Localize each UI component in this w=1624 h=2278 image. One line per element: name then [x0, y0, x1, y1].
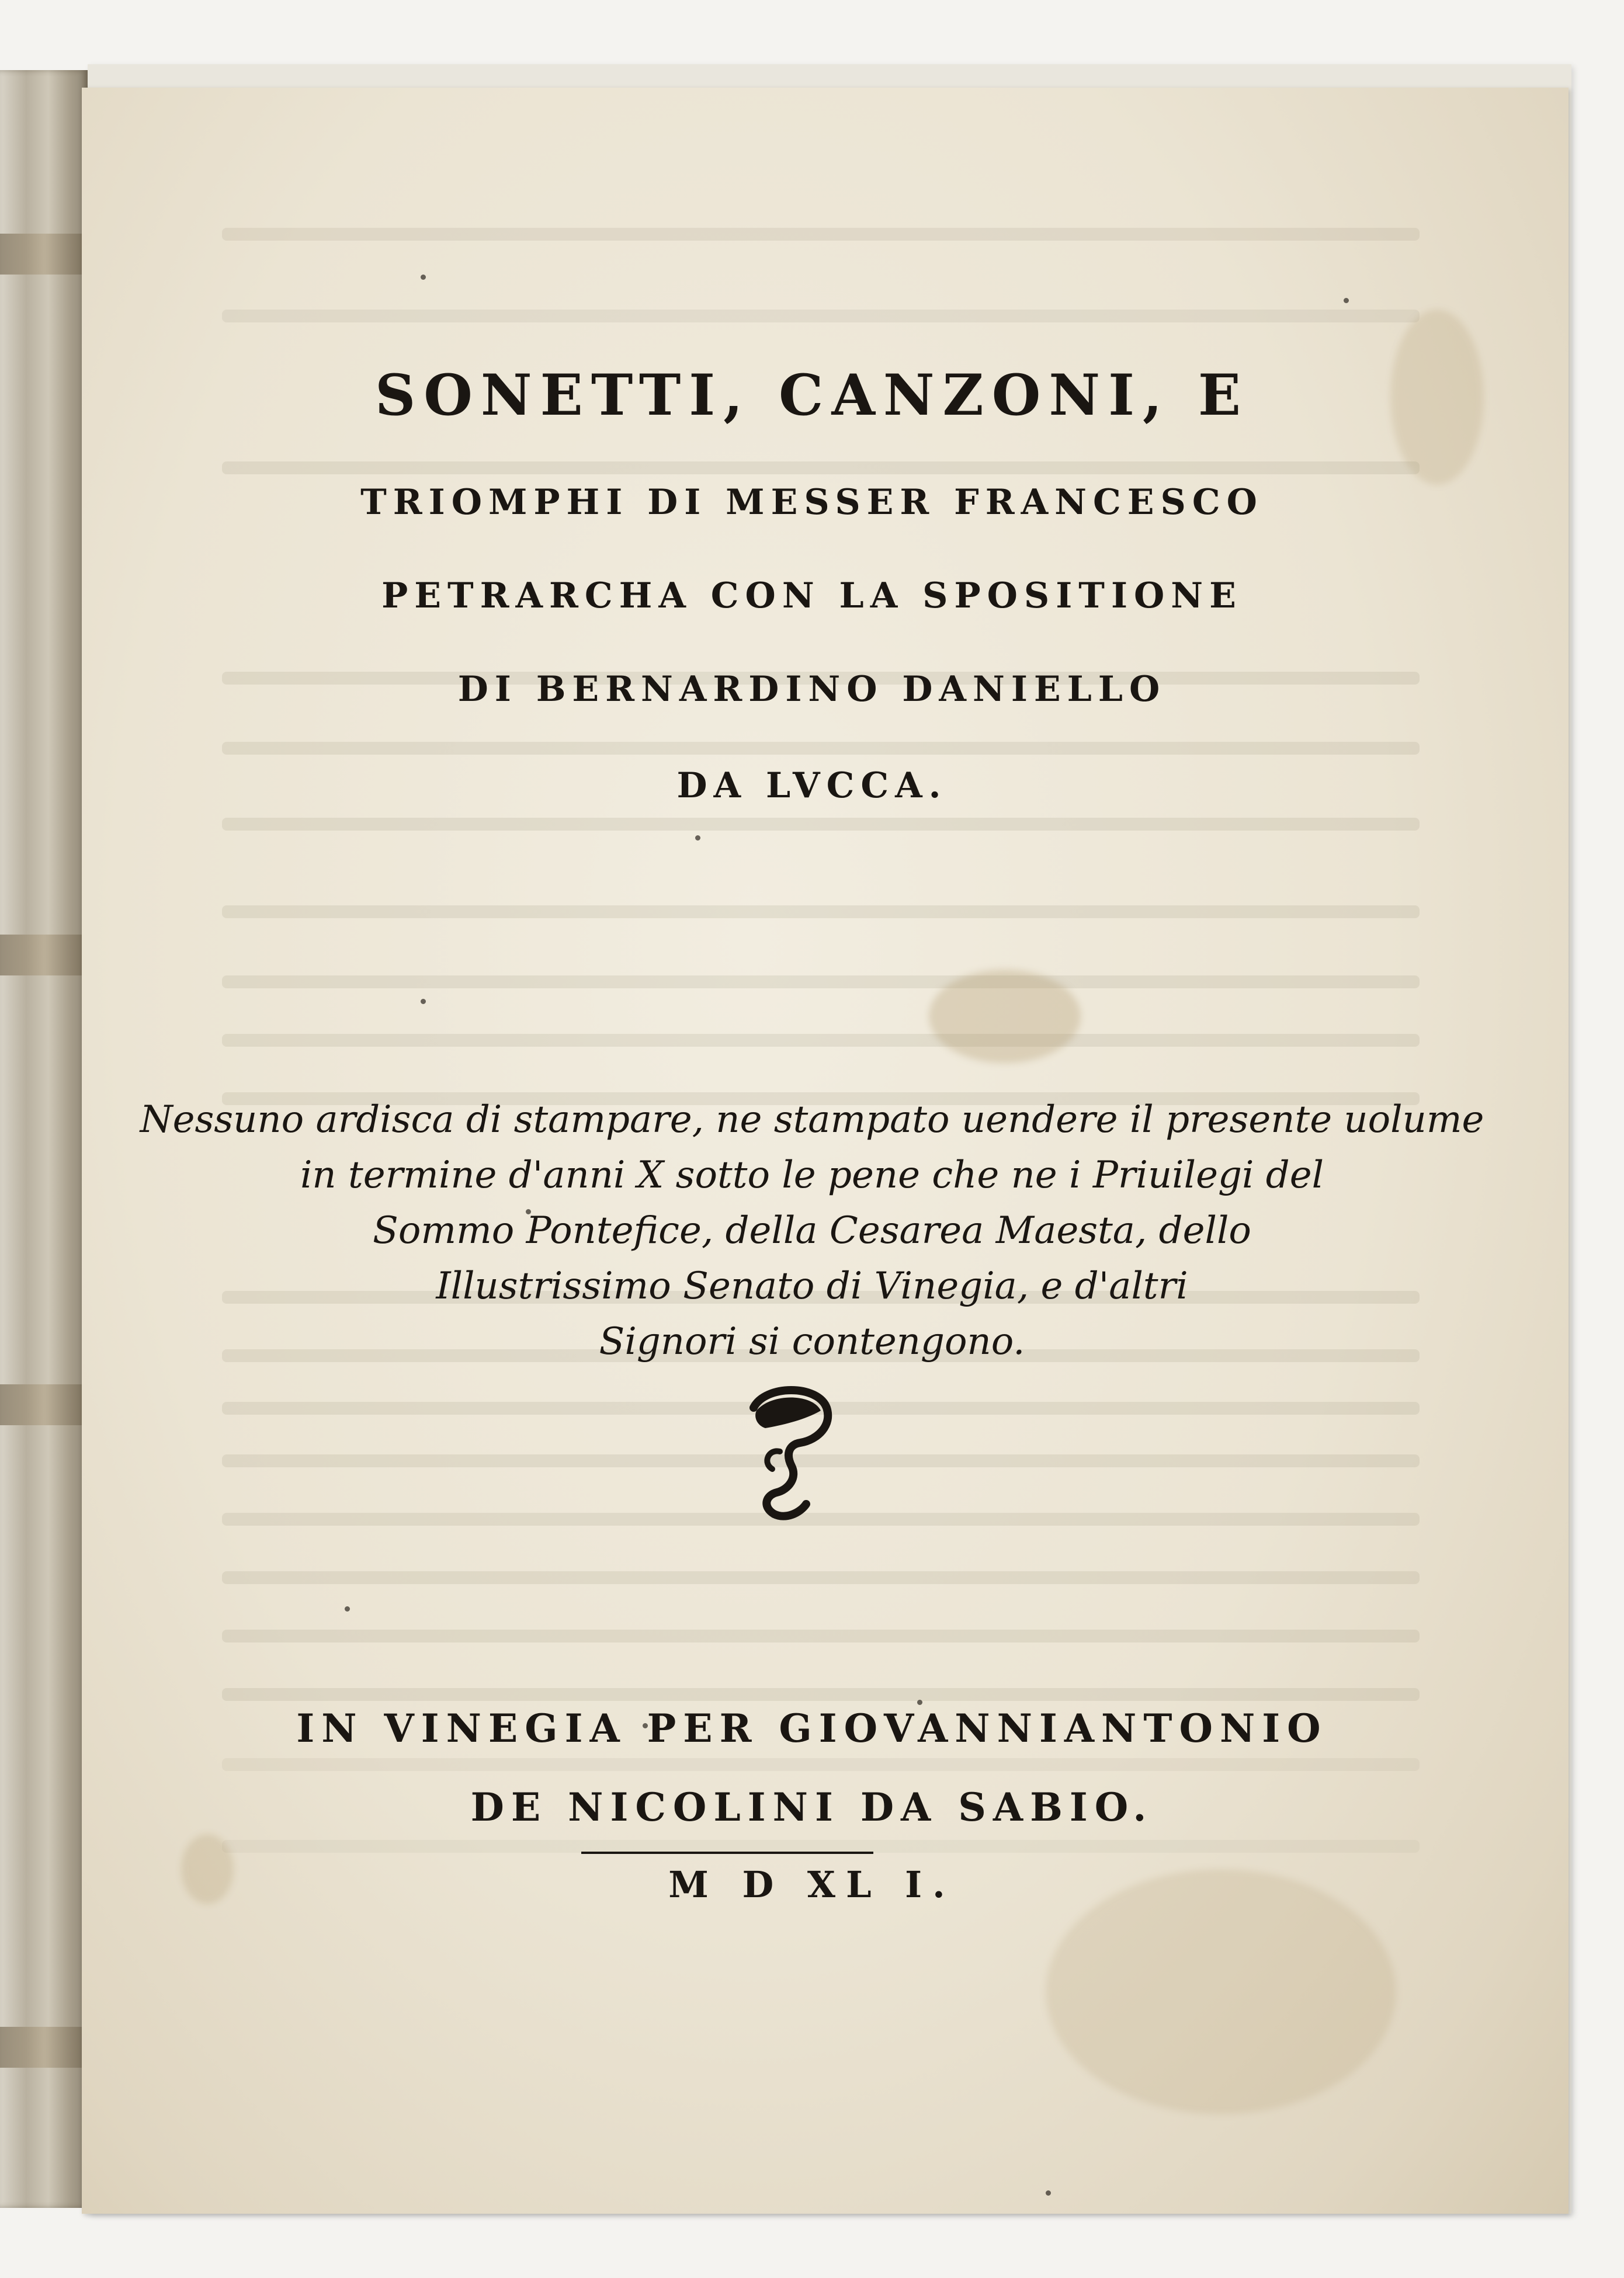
ink-fleck	[1046, 2190, 1051, 2196]
ink-fleck	[421, 275, 426, 280]
show-through-line	[222, 818, 1420, 831]
privilege-line: Illustrissimo Senato di Vinegia, e d'altri	[436, 1265, 1188, 1308]
publication-date: M D XL I.	[668, 1863, 956, 1906]
show-through-line	[222, 1571, 1420, 1584]
subtitle-line: PETRARCHA CON LA SPOSITIONE	[381, 575, 1243, 616]
privilege-line: Nessuno ardisca di stampare, ne stampato uendere il presente uolume	[140, 1098, 1484, 1141]
spine-band	[0, 935, 88, 975]
privilege-line: Signori si contengono.	[599, 1320, 1025, 1363]
show-through-line	[222, 1630, 1420, 1642]
imprint-line: IN VINEGIA PER GIOVANNIANTONIO	[296, 1706, 1328, 1751]
show-through-line	[222, 461, 1420, 474]
show-through-line	[222, 1688, 1420, 1701]
printer-ornament-icon	[730, 1384, 841, 1525]
spine-band	[0, 234, 88, 275]
foxing-stain	[929, 970, 1081, 1063]
subtitle-line: DI BERNARDINO DANIELLO	[457, 669, 1167, 710]
date-rule	[581, 1852, 873, 1854]
spine-band	[0, 1384, 88, 1425]
imprint-line: DE NICOLINI DA SABIO.	[470, 1784, 1154, 1830]
privilege-line: Sommo Pontefice, della Cesarea Maesta, dello	[373, 1209, 1251, 1252]
show-through-line	[222, 1034, 1420, 1047]
show-through-line	[222, 975, 1420, 988]
ink-fleck	[345, 1606, 350, 1612]
privilege-line: in termine d'anni X sotto le pene che ne i Priuilegi del	[300, 1154, 1324, 1197]
foxing-stain	[1046, 1869, 1396, 2114]
show-through-line	[222, 1758, 1420, 1771]
ink-fleck	[1344, 298, 1349, 303]
subtitle-line: TRIOMPHI DI MESSER FRANCESCO	[360, 482, 1264, 523]
show-through-line	[222, 228, 1420, 241]
show-through-line	[222, 905, 1420, 918]
book-title: SONETTI, CANZONI, E	[374, 362, 1250, 428]
ink-fleck	[421, 999, 426, 1004]
spine-band	[0, 2027, 88, 2068]
show-through-line	[222, 1840, 1420, 1853]
ink-fleck	[917, 1700, 922, 1705]
show-through-line	[222, 742, 1420, 755]
show-through-line	[222, 310, 1420, 322]
ink-fleck	[695, 835, 700, 841]
subtitle-line: DA LVCCA.	[676, 765, 948, 806]
